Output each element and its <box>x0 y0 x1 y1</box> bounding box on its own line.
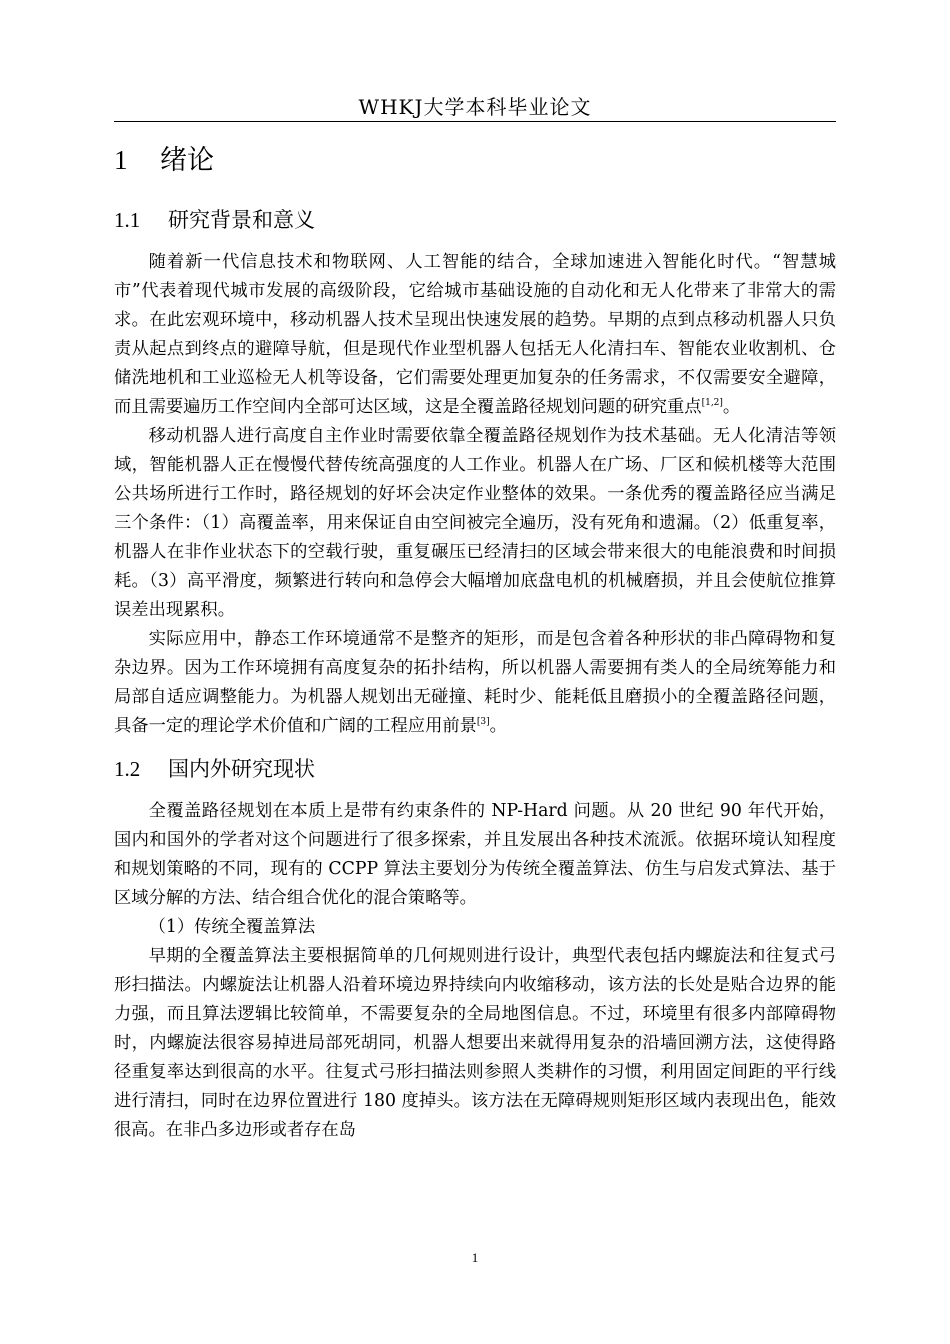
section-number: 1.2 <box>114 757 141 781</box>
section-title: 国内外研究现状 <box>168 757 315 781</box>
citation: [1,2] <box>701 398 723 408</box>
paragraph: 随着新一代信息技术和物联网、人工智能的结合，全球加速进入智能化时代。“智慧城市”代表着现代城市发展的高级阶段，它给城市基础设施的自动化和无人化带来了非常大的需求。在此宏观环境中，移动机器人技术呈现出快速发展的趋势。早期的点到点移动机器人只负责从起点到终点的避障导航，但是现代作业型机器人包括无人化清扫车、智能农业收割机、仓储洗地机和工业巡检无人机等设备，它们需要处理更加复杂的任务需求，不仅需要安全避障，而且需要遍历工作空间内全部可达区域，这是全覆盖路径规划问题的研究重点[1,2]。 <box>114 252 836 417</box>
chapter-heading <box>114 138 836 182</box>
paragraph: 实际应用中，静态工作环境通常不是整齐的矩形，而是包含着各种形状的非凸障碍物和复杂边界。因为工作环境拥有高度复杂的拓扑结构，所以机器人需要拥有类人的全局统筹能力和局部自适应调整能力。为机器人规划出无碰撞、耗时少、能耗低且磨损小的全覆盖路径问题，具备一定的理论学术价值和广阔的工程应用前景[3]。 <box>114 629 836 736</box>
header-divider <box>114 121 836 122</box>
chapter-number: 1 <box>114 145 128 175</box>
paragraph: 全覆盖路径规划在本质上是带有约束条件的 NP-Hard 问题。从 20 世纪 90 年代开始，国内和国外的学者对这个问题进行了很多探索，并且发展出各种技术流派。依据环境认知程度和规划策略的不同，现有的 CCPP 算法主要划分为传统全覆盖算法、仿生与启发式算法、基于区域分解的方法、结合组合优化的混合策略等。 <box>114 801 836 908</box>
paragraph: 移动机器人进行高度自主作业时需要依靠全覆盖路径规划作为技术基础。无人化清洁等领域，智能机器人正在慢慢代替传统高强度的人工作业。机器人在广场、厂区和候机楼等大范围公共场所进行工作时，路径规划的好坏会决定作业整体的效果。一条优秀的覆盖路径应当满足三个条件：（1）高覆盖率，用来保证自由空间被完全遍历，没有死角和遗漏。（2）低重复率，机器人在非作业状态下的空载行驶，重复碾压已经清扫的区域会带来很大的电能浪费和时间损耗。（3）高平滑度，频繁进行转向和急停会大幅增加底盘电机的机械磨损，并且会使航位推算误差出现累积。 <box>114 426 836 620</box>
section-title: 研究背景和意义 <box>168 208 315 232</box>
section-heading <box>114 202 836 238</box>
subheading: （1）传统全覆盖算法 <box>148 917 316 937</box>
running-header: WHKJ大学本科毕业论文 <box>358 95 592 119</box>
page-number: 1 <box>471 1250 479 1265</box>
paragraph: 早期的全覆盖算法主要根据简单的几何规则进行设计，典型代表包括内螺旋法和往复式弓形扫描法。内螺旋法让机器人沿着环境边界持续向内收缩移动，该方法的长处是贴合边界的能力强，而且算法逻辑比较简单，不需要复杂的全局地图信息。不过，环境里有很多内部障碍物时，内螺旋法很容易掉进局部死胡同，机器人想要出来就得用复杂的沿墙回溯方法，这使得路径重复率达到很高的水平。往复式弓形扫描法则参照人类耕作的习惯，利用固定间距的平行线进行清扫，同时在边界位置进行 180 度掉头。该方法在无障碍规则矩形区域内表现出色，能效很高。在非凸多边形或者存在岛 <box>114 946 836 1140</box>
section-number: 1.1 <box>114 208 141 232</box>
page-body <box>114 138 836 1145</box>
citation: [3] <box>476 717 490 727</box>
chapter-title: 绪论 <box>160 145 214 176</box>
section-heading <box>114 751 836 787</box>
